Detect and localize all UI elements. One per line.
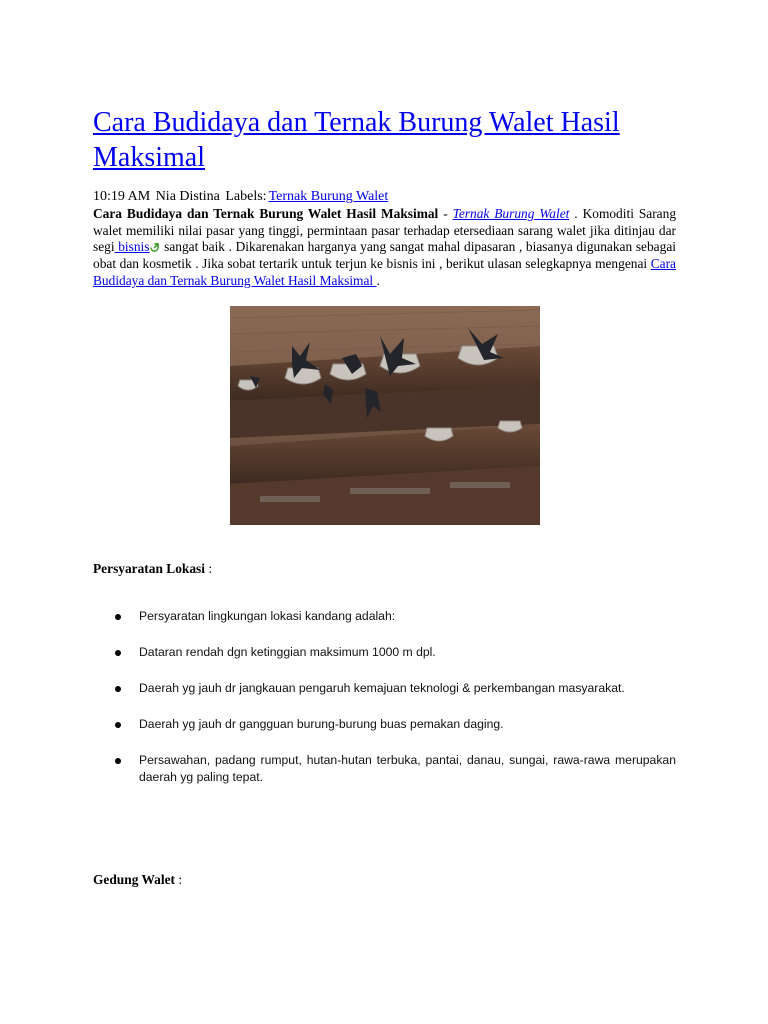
bullet-icon <box>115 758 121 764</box>
swiftlet-nests-photo <box>230 306 540 525</box>
intro-category-link[interactable]: Ternak Burung Walet <box>452 206 570 221</box>
list-item <box>93 680 676 697</box>
section-suffix: : <box>204 561 213 576</box>
list-item-text: Dataran rendah dgn ketinggian maksimum 1000 m dpl. <box>139 645 436 659</box>
post-title <box>93 105 676 175</box>
section-heading: Gedung Walet <box>93 872 175 887</box>
list-item <box>93 608 676 625</box>
external-link-icon <box>150 243 159 252</box>
section-suffix: : <box>174 872 183 887</box>
bullet-icon <box>115 650 121 656</box>
section-gedung <box>93 871 182 889</box>
list-item <box>93 752 676 786</box>
intro-bold-title: Cara Budidaya dan Ternak Burung Walet Hasil Maksimal <box>93 206 439 221</box>
labels-prefix: Labels: <box>225 189 267 204</box>
list-item-text: Daerah yg jauh dr gangguan burung-burung buas pemakan daging. <box>139 717 504 731</box>
section-heading: Persyaratan Lokasi <box>93 561 205 576</box>
bisnis-link[interactable]: bisnis <box>114 239 150 255</box>
post-title-link[interactable]: Cara Budidaya dan Ternak Burung Walet Hasil Maksimal <box>93 107 620 173</box>
intro-text-1: . Komoditi Sarang walet memiliki nilai pasar yang tinggi, permintaan pasar terhadap etersediaan sarang walet jika ditinjau dar segi <box>93 206 677 255</box>
intro-text-2: sangat baik . Dikarenakan harganya yang sangat mahal dipasaran , biasanya digunakan sebagai obat dan kosmetik . Jika sobat tertarik untuk terjun ke bisnis ini , berikut ulasan selegkapnya mengenai <box>93 239 676 272</box>
list-item-text: Persawahan, padang rumput, hutan-hutan terbuka, pantai, danau, sungai, rawa-rawa merupakan daerah yg paling tepat. <box>139 753 676 784</box>
requirements-list <box>93 608 676 786</box>
bullet-icon <box>115 614 121 620</box>
list-item-text: Persyaratan lingkungan lokasi kandang adalah: <box>139 609 396 623</box>
section-lokasi <box>93 560 212 578</box>
post-time: 10:19 AM <box>93 189 151 204</box>
intro-paragraph <box>93 206 676 290</box>
list-item-text: Daerah yg jauh dr jangkauan pengaruh kemajuan teknologi & perkembangan masyarakat. <box>139 681 625 695</box>
intro-dash: - <box>438 206 453 221</box>
bullet-icon <box>115 722 121 728</box>
post-author: Nia Distina <box>155 189 220 204</box>
list-item <box>93 644 676 661</box>
list-item <box>93 716 676 733</box>
bullet-icon <box>115 686 121 692</box>
label-link[interactable]: Ternak Burung Walet <box>268 189 389 204</box>
intro-text-3: . <box>376 272 380 288</box>
post-meta <box>93 188 388 206</box>
article-link[interactable]: Cara Budidaya dan Ternak Burung Walet Hasil Maksimal <box>93 256 676 288</box>
